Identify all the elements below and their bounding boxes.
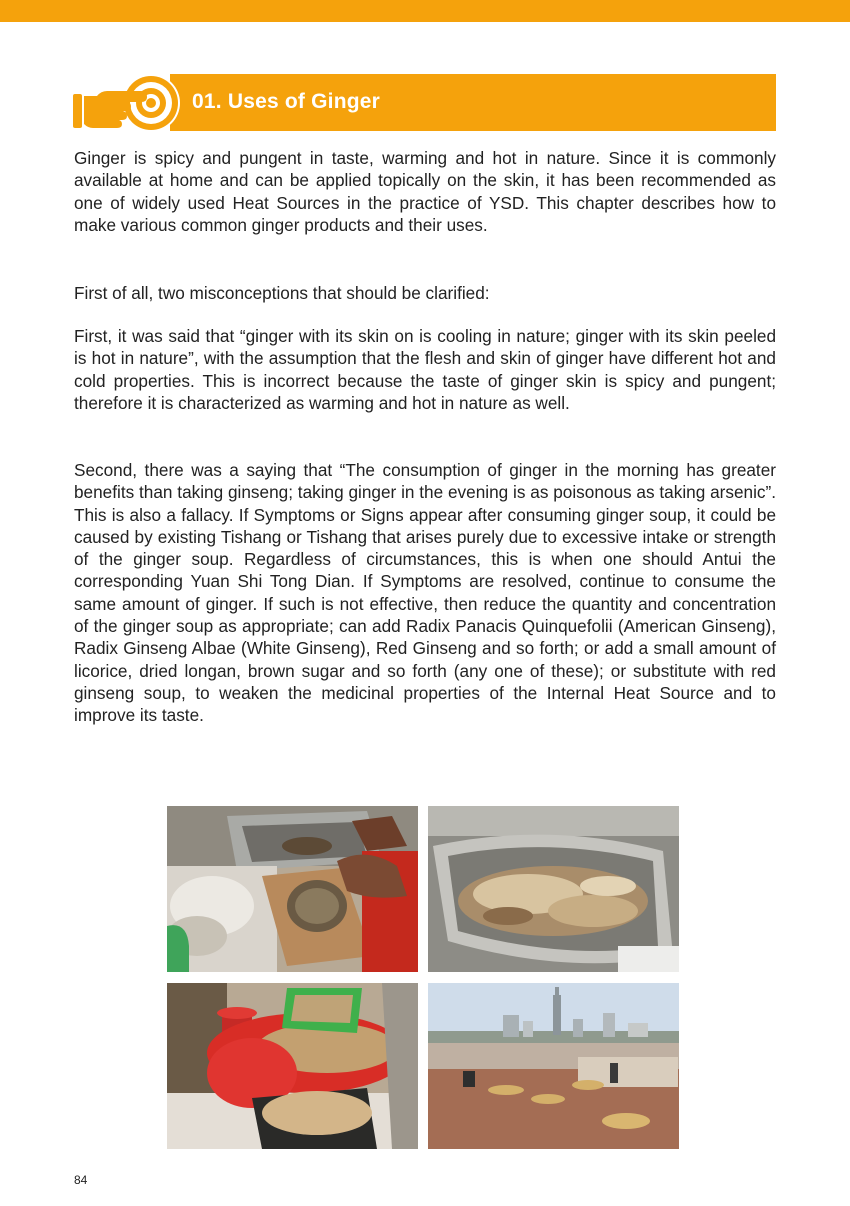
page-number: 84 [74, 1173, 88, 1187]
pointing-hand-target-icon [71, 72, 183, 134]
ginger-drying-on-rooftop-photo [428, 983, 679, 1149]
ginger-in-red-basins-photo [167, 983, 418, 1149]
top-accent-bar [0, 0, 850, 22]
section-title: 01. Uses of Ginger [192, 90, 380, 113]
misconceptions-lead: First of all, two misconceptions that should be clarified: [74, 283, 490, 303]
second-misconception-paragraph: Second, there was a saying that “The consumption of ginger in the morning has greater benefits than taking ginseng; taking ginger in the evening is as poisonous as taking arsenic”. This is also a fallacy. If Symptoms or Signs appear after consuming ginger soup, it could be caused by existing Tishang or Tishang that arises purely due to excessive intake or strength of the ginger soup. Regardless of circumstances, this is when one should Antui the corresponding Yuan Shi Tong Dian. If Symptoms are resolved, continue to consume the same amount of ginger. If such is not effective, then reduce the quantity and concentration of the ginger soup as appropriate; can add Radix Panacis Quinquefolii (American Ginseng), Radix Ginseng Albae (White Ginseng), Red Ginseng and so forth; or add a small amount of licorice, dried longan, brown sugar and so forth (any one of these); or substitute with red ginseng soup, to weaken the medicinal properties of the Internal Heat Source and to improve its taste. [74, 460, 776, 726]
ginger-in-sink-photo [428, 806, 679, 972]
first-misconception-paragraph: First, it was said that “ginger with its skin on is cooling in nature; ginger with its skin peeled is hot in nature”, with the assumption that the flesh and skin of ginger have different hot and cold properties. This is incorrect because the taste of ginger skin is spicy and pungent; therefore it is characterized as warming and hot in nature as well. [74, 326, 776, 413]
intro-paragraph: Ginger is spicy and pungent in taste, warming and hot in nature. Since it is commonly available at home and can be applied topically on the skin, it has been recommended as one of widely used Heat Sources in the practice of YSD. This chapter describes how to make various common ginger products and their uses. [74, 148, 776, 235]
ginger-slicing-photo [167, 806, 418, 972]
